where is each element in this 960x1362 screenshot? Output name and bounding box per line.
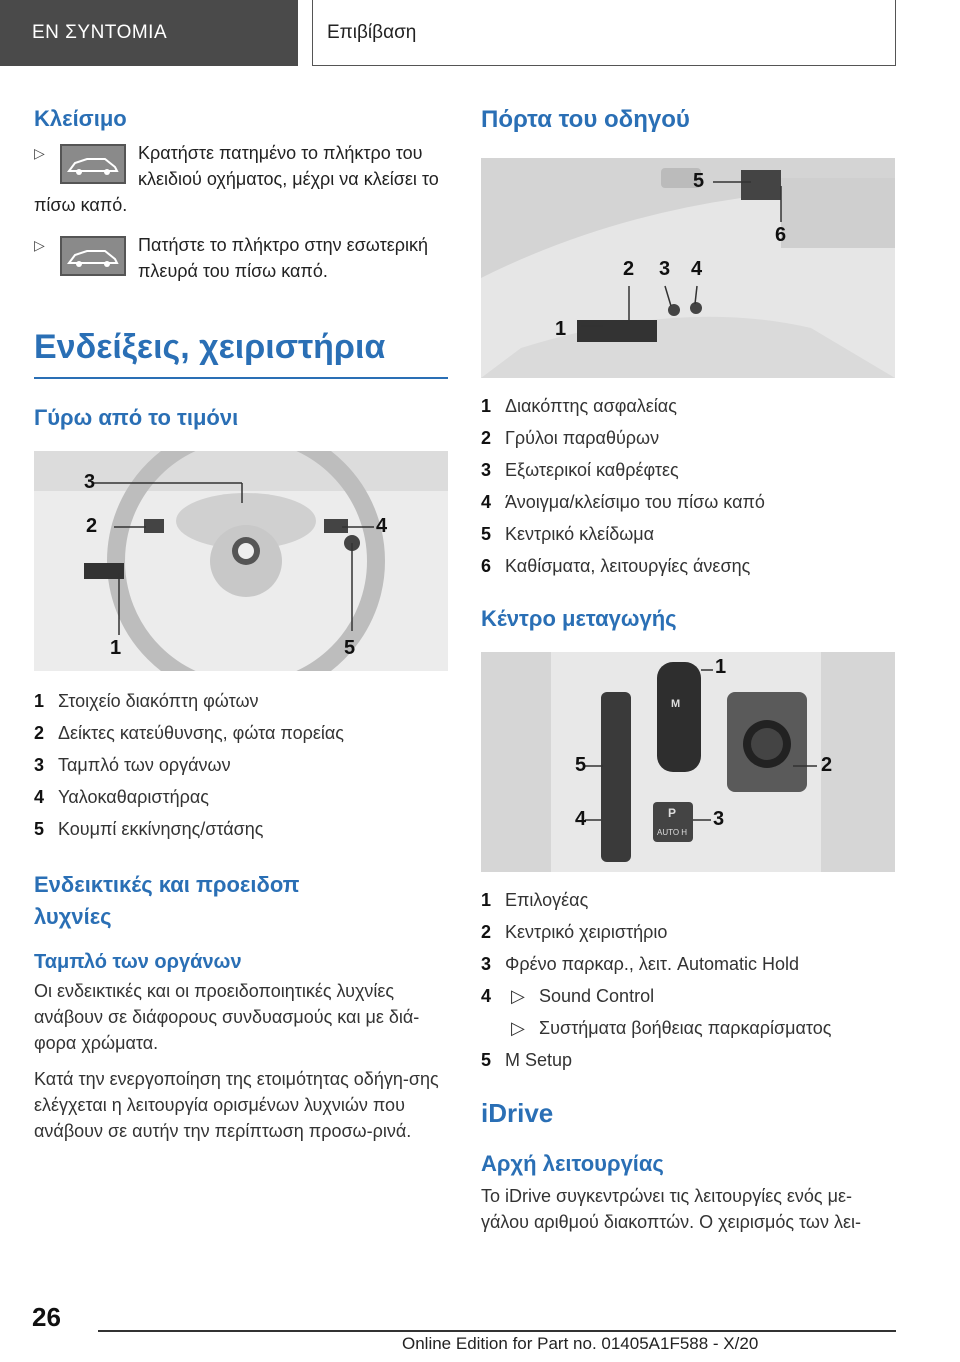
list-item: 5 Κεντρικό κλείδωμα xyxy=(481,524,655,544)
section-tab[interactable]: ΕΝ ΣΥΝΤΟΜΙΑ xyxy=(0,0,298,66)
console-legend xyxy=(481,886,895,1078)
list-item: 4 Άνοιγμα/κλείσιμο του πίσω καπό xyxy=(481,492,765,512)
door-legend xyxy=(481,392,895,584)
door-callout-2: 2 xyxy=(623,258,635,280)
list-item: ▷ Συστήματα βοήθειας παρκαρίσματος xyxy=(481,1014,895,1046)
car-key-tailgate-icon xyxy=(60,144,126,184)
warning-heading-line1: Ενδεικτικές και προειδοπ xyxy=(34,871,300,897)
list-item: 1 Διακόπτης ασφαλείας xyxy=(481,396,677,416)
idrive-subheading: Αρχή λειτουργίας xyxy=(481,1151,664,1176)
footer-divider xyxy=(98,1330,896,1332)
list-item: 5 M Setup xyxy=(481,1050,573,1070)
idrive-paragraph: Το iDrive συγκεντρώνει τις λειτουργίες ενός με-γάλου αριθμού διακοπτών. Ο χειρισμός των λει- xyxy=(481,1186,861,1232)
list-item: 3 Ταμπλό των οργάνων xyxy=(34,754,231,775)
callout-3: 3 xyxy=(84,470,96,493)
tailgate-button-icon xyxy=(60,236,126,276)
controls-heading: Ενδείξεις, χειριστήρια xyxy=(34,328,386,366)
driver-door-photo xyxy=(481,158,895,378)
center-console-photo xyxy=(481,652,895,872)
closing-step-1 xyxy=(34,140,448,218)
section-divider xyxy=(34,377,448,379)
callout-4: 4 xyxy=(376,514,388,537)
right-column xyxy=(481,96,895,1235)
callout-1: 1 xyxy=(110,636,122,659)
list-item: 4 ▷ Sound Control xyxy=(481,982,895,1014)
chapter-title: Επιβίβαση xyxy=(312,0,896,66)
step-triangle-icon: ▷ xyxy=(34,237,45,253)
door-callout-6: 6 xyxy=(775,224,787,246)
steering-wheel-photo xyxy=(34,451,448,671)
list-item: 2 Γρύλοι παραθύρων xyxy=(481,428,660,448)
callout-2: 2 xyxy=(86,514,98,537)
door-callout-4: 4 xyxy=(691,258,703,280)
door-heading: Πόρτα του οδηγού xyxy=(481,106,690,133)
console-callout-1: 1 xyxy=(715,656,727,678)
idrive-heading: iDrive xyxy=(481,1098,554,1128)
door-callout-1: 1 xyxy=(555,318,567,340)
left-column xyxy=(34,96,448,1144)
console-callout-2: 2 xyxy=(821,754,833,776)
list-item: 3 Φρένο παρκαρ., λειτ. Automatic Hold xyxy=(481,954,800,974)
list-item: 3 Εξωτερικοί καθρέφτες xyxy=(481,460,679,480)
edition-note: Online Edition for Part no. 01405A1F588 - X/20 xyxy=(402,1334,759,1353)
console-callout-5: 5 xyxy=(575,754,587,776)
console-callout-4: 4 xyxy=(575,808,587,830)
callout-5: 5 xyxy=(344,636,356,659)
warning-paragraph-2: Κατά την ενεργοποίηση της ετοιμότητας οδήγη-σης ελέγχεται η λειτουργία ορισμένων λυχνιών που ανάβουν σε αυτήν την περίπτωση προσω-ρινά. xyxy=(34,1068,439,1141)
triangle-icon: ▷ xyxy=(511,1018,525,1038)
console-callout-3: 3 xyxy=(713,808,725,830)
warning-heading-line2: λυχνίες xyxy=(34,903,112,929)
warning-paragraph-1: Οι ενδεικτικές και οι προειδοποιητικές λυχνίες ανάβουν σε διάφορους συνδυασμούς και με διά-φορα χρώματα. xyxy=(34,980,420,1053)
list-item: 1 Στοιχείο διακόπτη φώτων xyxy=(34,690,259,711)
closing-heading: Κλείσιμο xyxy=(34,106,127,131)
list-item: 5 Κουμπί εκκίνησης/στάσης xyxy=(34,818,264,839)
closing-step-2-text: Πατήστε το πλήκτρο στην εσωτερική πλευρά του πίσω καπό. xyxy=(138,235,428,281)
step-triangle-icon: ▷ xyxy=(34,145,45,161)
warning-heading xyxy=(34,869,448,933)
console-heading: Κέντρο μεταγωγής xyxy=(481,606,677,631)
page-header xyxy=(0,0,960,66)
closing-step-1-text: Κρατήστε πατημένο το πλήκτρο του κλειδιού οχήματος, μέχρι να κλείσει το πίσω καπό. xyxy=(34,143,439,215)
list-item: 1 Επιλογέας xyxy=(481,890,589,910)
steering-legend xyxy=(34,687,448,847)
list-item: 2 Δείκτες κατεύθυνσης, φώτα πορείας xyxy=(34,722,344,743)
triangle-icon: ▷ xyxy=(511,986,525,1006)
door-callout-3: 3 xyxy=(659,258,671,280)
console-hold-label: AUTO H xyxy=(657,828,688,837)
list-item: 2 Κεντρικό χειριστήριο xyxy=(481,922,668,942)
page-number: 26 xyxy=(32,1302,61,1332)
list-item: 4 Υαλοκαθαριστήρας xyxy=(34,786,209,807)
door-callout-5: 5 xyxy=(693,170,705,192)
console-park-label: P xyxy=(668,806,677,820)
cluster-subheading: Ταμπλό των οργάνων xyxy=(34,950,242,973)
closing-step-2 xyxy=(34,232,448,292)
steering-heading: Γύρω από το τιμόνι xyxy=(34,404,239,430)
console-m-badge: M xyxy=(671,698,681,710)
list-item: 6 Καθίσματα, λειτουργίες άνεσης xyxy=(481,556,751,576)
